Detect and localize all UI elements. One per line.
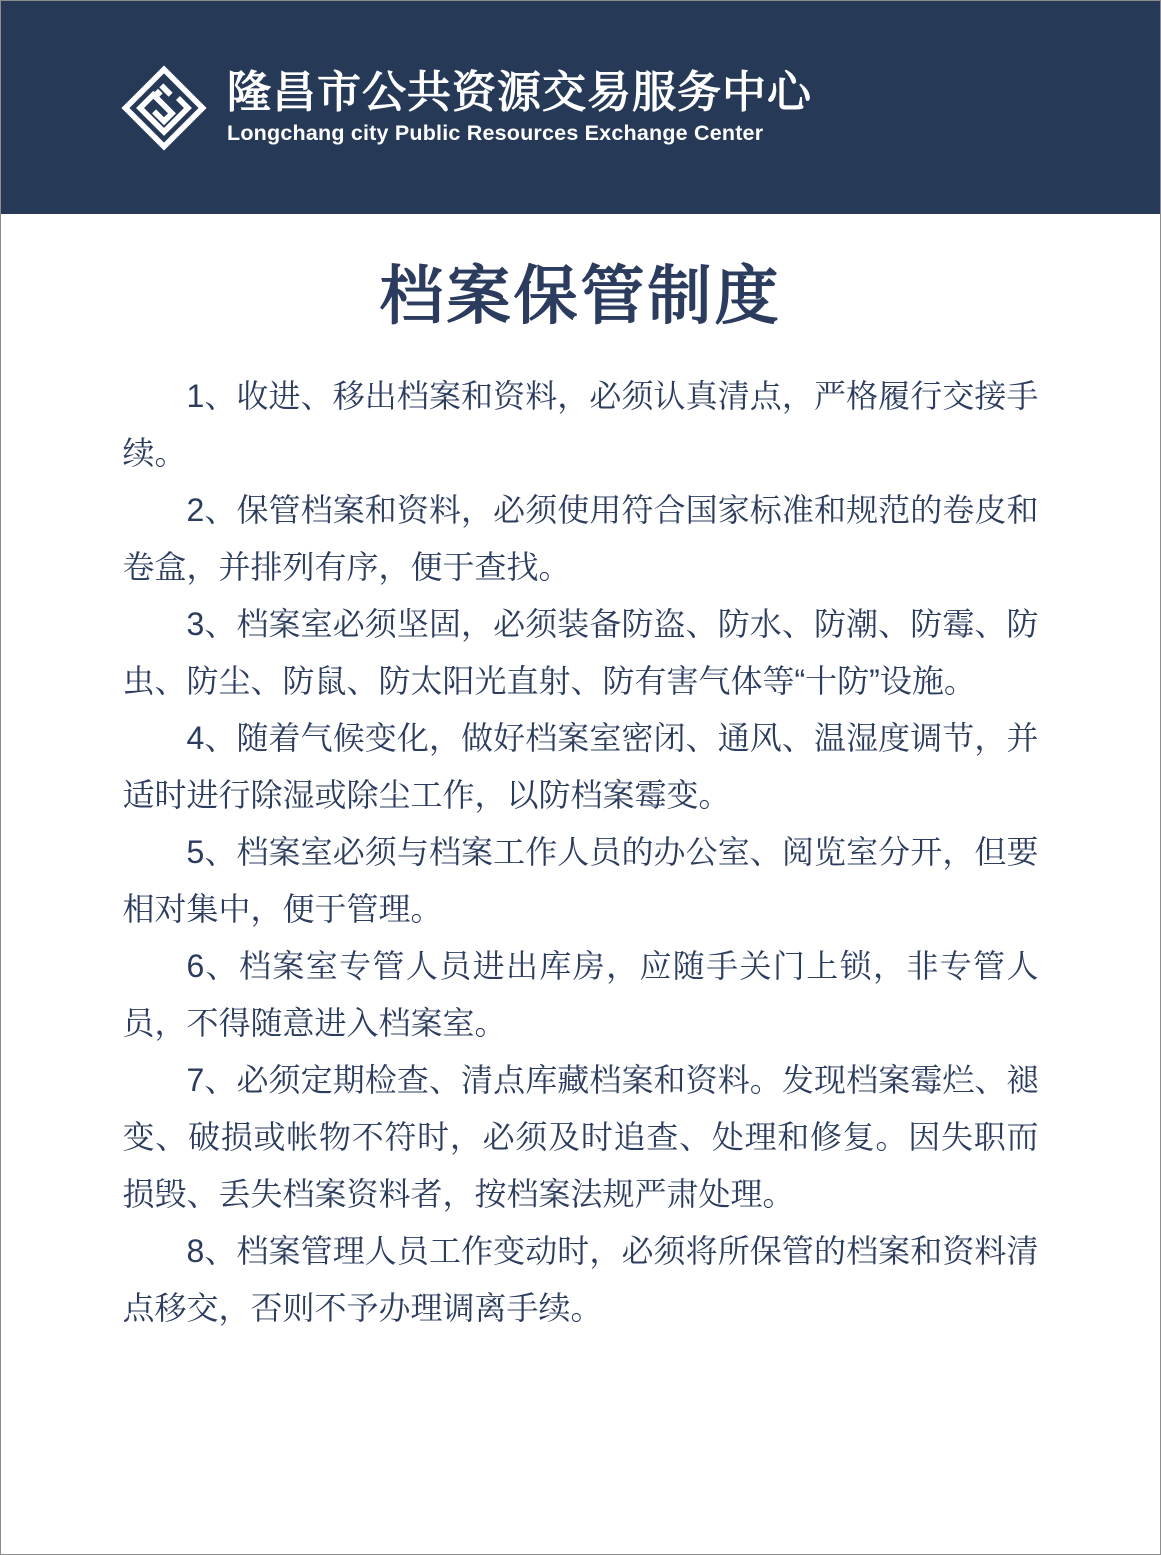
rules-body	[123, 368, 1039, 1337]
organization-logo	[117, 61, 211, 155]
rule-paragraph-2: 2、保管档案和资料，必须使用符合国家标准和规范的卷皮和卷盒，并排列有序，便于查找。	[122, 492, 1039, 585]
org-name-chinese: 隆昌市公共资源交易服务中心	[227, 68, 812, 118]
rule-paragraph-3: 3、档案室必须坚固，必须装备防盗、防水、防潮、防霉、防虫、防尘、防鼠、防太阳光直射、防有害气体等“十防”设施。	[122, 606, 1039, 699]
header-text-block	[227, 69, 812, 145]
header-band	[1, 1, 1160, 214]
rule-paragraph-5: 5、档案室必须与档案工作人员的办公室、阅览室分开，但要相对集中，便于管理。	[122, 834, 1039, 927]
org-name-english: Longchang city Public Resources Exchange Center	[227, 120, 764, 145]
rule-paragraph-1: 1、收进、移出档案和资料，必须认真清点，严格履行交接手续。	[122, 378, 1039, 471]
document-title: 档案保管制度	[379, 260, 782, 332]
rule-paragraph-4: 4、随着气候变化，做好档案室密闭、通风、温湿度调节，并适时进行除湿或除尘工作，以防档案霉变。	[122, 720, 1039, 813]
rule-paragraph-8: 8、档案管理人员工作变动时，必须将所保管的档案和资料清点移交，否则不予办理调离手续。	[122, 1233, 1039, 1326]
rule-paragraph-7: 7、必须定期检查、清点库藏档案和资料。发现档案霉烂、褪变、破损或帐物不符时，必须及时追查、处理和修复。因失职而损毁、丢失档案资料者，按档案法规严肃处理。	[122, 1062, 1039, 1212]
rule-paragraph-6: 6、档案室专管人员进出库房，应随手关门上锁，非专管人员，不得随意进入档案室。	[122, 948, 1039, 1041]
diamond-spiral-logo-icon	[117, 61, 211, 155]
